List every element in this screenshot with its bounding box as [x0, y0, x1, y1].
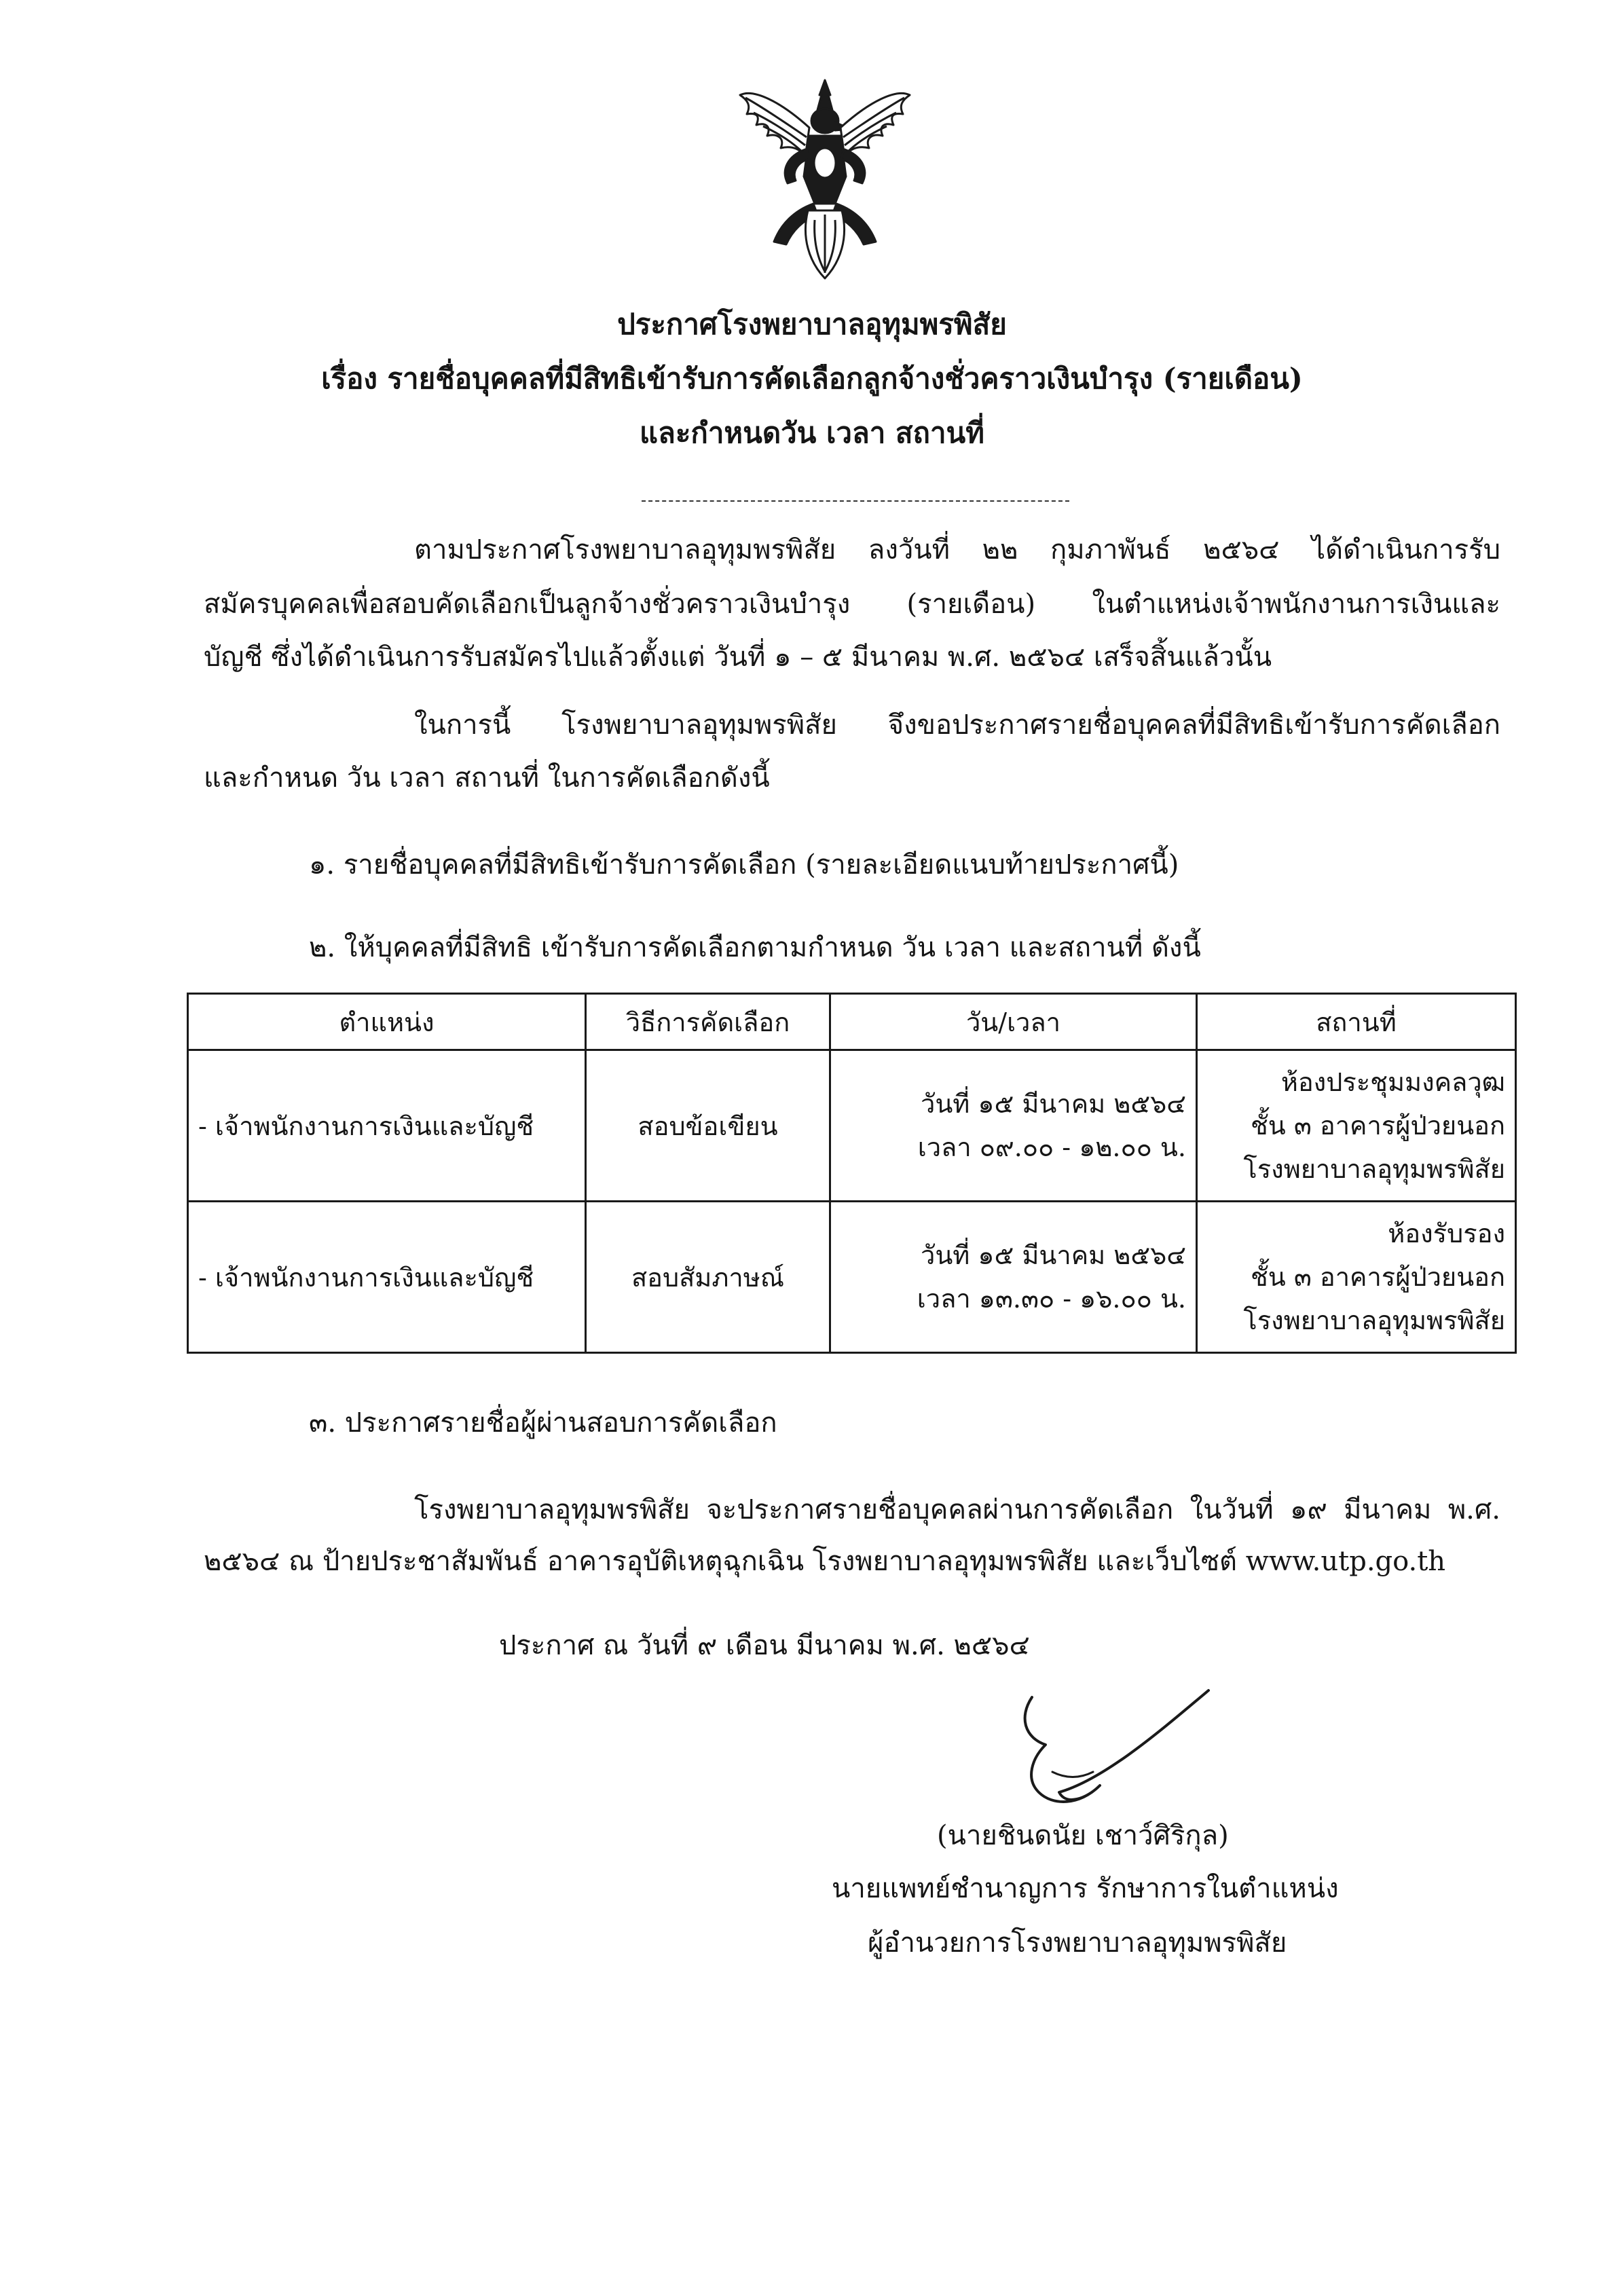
- header-place: สถานที่: [1197, 994, 1516, 1050]
- handwritten-signature-icon: [1005, 1677, 1222, 1833]
- table-header-row: [188, 994, 1516, 1050]
- announcement-subject-cont: และกำหนดวัน เวลา สถานที่: [640, 416, 984, 449]
- header-datetime: วัน/เวลา: [830, 994, 1197, 1050]
- header-method: วิธีการคัดเลือก: [586, 994, 830, 1050]
- cell-date: วันที่ ๑๕ มีนาคม ๒๕๖๔: [920, 1089, 1186, 1119]
- announce-line-2: และกำหนด วัน เวลา สถานที่ ในการคัดเลือกดังนี้: [204, 762, 770, 794]
- cell-place-line: โรงพยาบาลอุทุมพรพิสัย: [1243, 1306, 1505, 1335]
- title-divider: [642, 500, 1069, 502]
- cell-method: สอบข้อเขียน: [586, 1050, 830, 1202]
- cell-time: เวลา ๑๓.๓๐ - ๑๖.๐๐ น.: [917, 1284, 1186, 1314]
- item-1: ๑. รายชื่อบุคคลที่มีสิทธิเข้ารับการคัดเลือก (รายละเอียดแนบท้ายประกาศนี้): [309, 849, 1179, 881]
- cell-time: เวลา ๐๙.๐๐ - ๑๒.๐๐ น.: [917, 1132, 1186, 1162]
- intro-line-2: สมัครบุคคลเพื่อสอบคัดเลือกเป็นลูกจ้างชั่วคราวเงินบำรุง (รายเดือน) ในตำแหน่งเจ้าพนักงานการเงินและ: [204, 589, 1500, 620]
- signatory-name: (นายชินดนัย เชาว์ศิริกุล): [937, 1820, 1229, 1851]
- cell-date: วันที่ ๑๕ มีนาคม ๒๕๖๔: [920, 1240, 1186, 1270]
- item-3: ๓. ประกาศรายชื่อผู้ผ่านสอบการคัดเลือก: [309, 1407, 777, 1439]
- announcement-title: ประกาศโรงพยาบาลอุทุมพรพิสัย: [617, 308, 1007, 341]
- cell-place-line: โรงพยาบาลอุทุมพรพิสัย: [1243, 1154, 1505, 1184]
- announcement-subject: เรื่อง รายชื่อบุคคลที่มีสิทธิเข้ารับการคัดเลือกลูกจ้างชั่วคราวเงินบำรุง (รายเดือน): [321, 362, 1303, 395]
- table-row: [188, 1202, 1516, 1353]
- cell-place-line: ชั้น ๓ อาคารผู้ป่วยนอก: [1250, 1111, 1505, 1141]
- cell-datetime: [830, 1202, 1197, 1353]
- item-2: ๒. ให้บุคคลที่มีสิทธิ เข้ารับการคัดเลือกตามกำหนด วัน เวลา และสถานที่ ดังนี้: [309, 932, 1201, 963]
- cell-position: - เจ้าพนักงานการเงินและบัญชี: [188, 1202, 586, 1353]
- garuda-emblem-icon: [733, 75, 917, 285]
- cell-position: - เจ้าพนักงานการเงินและบัญชี: [188, 1050, 586, 1202]
- cell-place: [1197, 1202, 1516, 1353]
- announce-line-1: ในการนี้ โรงพยาบาลอุทุมพรพิสัย จึงขอประกาศรายชื่อบุคคลที่มีสิทธิเข้ารับการคัดเลือก: [414, 709, 1500, 741]
- cell-place-line: ห้องรับรอง: [1388, 1219, 1505, 1248]
- header-position: ตำแหน่ง: [188, 994, 586, 1050]
- cell-place-line: ชั้น ๓ อาคารผู้ป่วยนอก: [1250, 1262, 1505, 1292]
- table-row: [188, 1050, 1516, 1202]
- cell-method: สอบสัมภาษณ์: [586, 1202, 830, 1353]
- schedule-table: [187, 993, 1517, 1354]
- result-line-1: โรงพยาบาลอุทุมพรพิสัย จะประกาศรายชื่อบุคคลผ่านการคัดเลือก ในวันที่ ๑๙ มีนาคม พ.ศ.: [414, 1494, 1500, 1525]
- cell-datetime: [830, 1050, 1197, 1202]
- signatory-title-2: ผู้อำนวยการโรงพยาบาลอุทุมพรพิสัย: [868, 1927, 1287, 1959]
- cell-place: [1197, 1050, 1516, 1202]
- result-line-2: ๒๕๖๔ ณ ป้ายประชาสัมพันธ์ อาคารอุบัติเหตุฉุกเฉิน โรงพยาบาลอุทุมพรพิสัย และเว็บไซต์ www.utp.go.th: [204, 1546, 1446, 1577]
- cell-place-line: ห้องประชุมมงคลวุฒ: [1280, 1067, 1505, 1097]
- intro-line-1: ตามประกาศโรงพยาบาลอุทุมพรพิสัย ลงวันที่ ๒๒ กุมภาพันธ์ ๒๕๖๔ ได้ดำเนินการรับ: [414, 534, 1500, 566]
- announcement-dateline: ประกาศ ณ วันที่ ๙ เดือน มีนาคม พ.ศ. ๒๕๖๔: [499, 1630, 1030, 1661]
- intro-line-3: บัญชี ซึ่งได้ดำเนินการรับสมัครไปแล้วตั้งแต่ วันที่ ๑ – ๕ มีนาคม พ.ศ. ๒๕๖๔ เสร็จสิ้นแล้วนั้น: [204, 642, 1272, 673]
- signatory-title-1: นายแพทย์ชำนาญการ รักษาการในตำแหน่ง: [832, 1873, 1339, 1904]
